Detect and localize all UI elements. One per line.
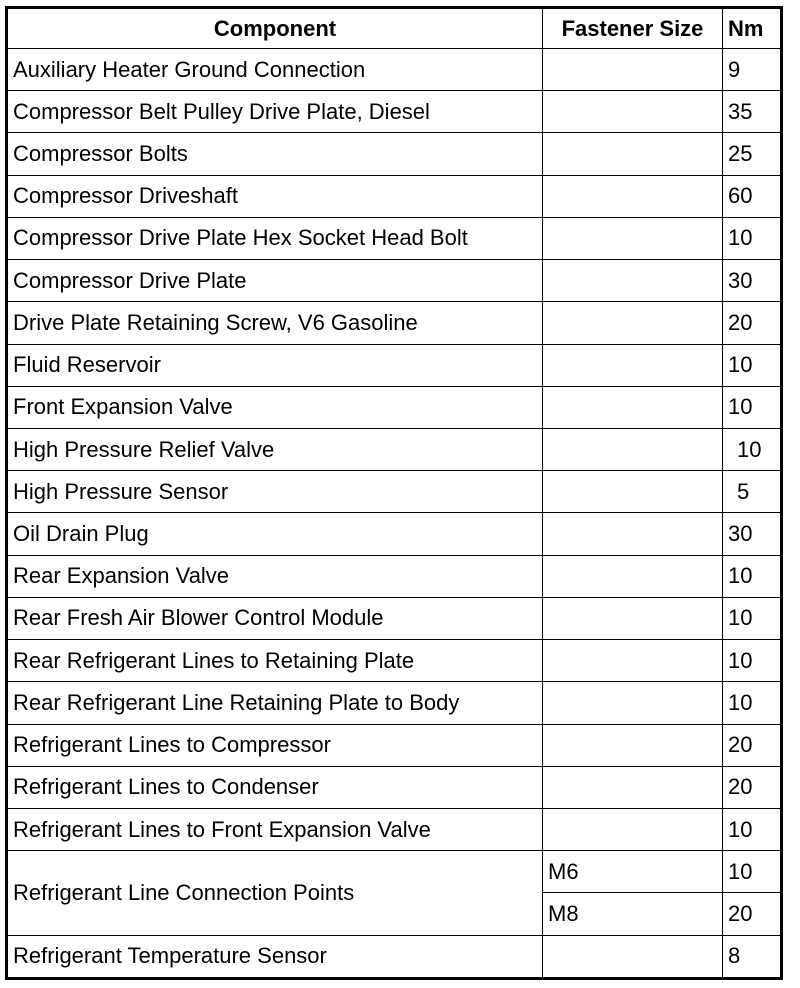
torque-specification-table [5,6,783,980]
table-row [7,175,782,217]
component-cell: Rear Refrigerant Line Retaining Plate to Body [7,682,543,724]
table-row [7,386,782,428]
nm-cell: 8 [723,935,782,978]
nm-cell: 10 [723,640,782,682]
table-row [7,808,782,850]
fastener-size-cell [543,344,723,386]
component-cell: High Pressure Relief Valve [7,428,543,470]
component-cell: Refrigerant Temperature Sensor [7,935,543,978]
fastener-size-cell: M8 [543,893,723,935]
table-row [7,682,782,724]
table-row [7,428,782,470]
nm-cell: 35 [723,91,782,133]
nm-cell: 10 [723,597,782,639]
fastener-size-cell [543,808,723,850]
table-row [7,640,782,682]
component-cell: Fluid Reservoir [7,344,543,386]
component-cell: Rear Refrigerant Lines to Retaining Plate [7,640,543,682]
component-cell: Refrigerant Lines to Front Expansion Valve [7,808,543,850]
component-cell: Compressor Bolts [7,133,543,175]
fastener-size-cell [543,49,723,91]
table-row [7,851,782,893]
nm-cell: 20 [723,766,782,808]
component-cell: Drive Plate Retaining Screw, V6 Gasoline [7,302,543,344]
table-row [7,935,782,978]
nm-cell: 10 [723,344,782,386]
nm-cell: 10 [723,555,782,597]
fastener-size-cell [543,682,723,724]
component-cell: Compressor Driveshaft [7,175,543,217]
fastener-size-cell [543,91,723,133]
header-fastener-size: Fastener Size [543,8,723,49]
fastener-size-cell [543,217,723,259]
fastener-size-cell [543,724,723,766]
nm-cell: 10 [723,808,782,850]
table-row [7,724,782,766]
fastener-size-cell [543,386,723,428]
nm-cell: 10 [723,851,782,893]
component-cell: Compressor Drive Plate Hex Socket Head Bolt [7,217,543,259]
component-cell: Refrigerant Lines to Compressor [7,724,543,766]
fastener-size-cell [543,175,723,217]
nm-cell: 20 [723,893,782,935]
component-cell: Refrigerant Line Connection Points [7,851,543,935]
table-row [7,555,782,597]
fastener-size-cell [543,766,723,808]
nm-cell: 10 [723,217,782,259]
nm-cell: 10 [723,428,782,470]
table-row [7,344,782,386]
component-cell: Rear Fresh Air Blower Control Module [7,597,543,639]
fastener-size-cell [543,935,723,978]
fastener-size-cell [543,471,723,513]
fastener-size-cell: M6 [543,851,723,893]
fastener-size-cell [543,428,723,470]
fastener-size-cell [543,260,723,302]
component-cell: Compressor Belt Pulley Drive Plate, Diesel [7,91,543,133]
table-row [7,133,782,175]
nm-cell: 30 [723,513,782,555]
nm-cell: 30 [723,260,782,302]
header-nm: Nm [723,8,782,49]
nm-cell: 20 [723,302,782,344]
component-cell: Oil Drain Plug [7,513,543,555]
component-cell: Front Expansion Valve [7,386,543,428]
fastener-size-cell [543,597,723,639]
table-row [7,302,782,344]
component-cell: Compressor Drive Plate [7,260,543,302]
component-cell: Refrigerant Lines to Condenser [7,766,543,808]
component-cell: Rear Expansion Valve [7,555,543,597]
nm-cell: 9 [723,49,782,91]
table-row [7,471,782,513]
nm-cell: 10 [723,386,782,428]
nm-cell: 10 [723,682,782,724]
nm-cell: 25 [723,133,782,175]
header-component: Component [7,8,543,49]
table-row [7,217,782,259]
table-header-row [7,8,782,49]
table-row [7,597,782,639]
table-row [7,260,782,302]
fastener-size-cell [543,640,723,682]
fastener-size-cell [543,555,723,597]
component-cell: Auxiliary Heater Ground Connection [7,49,543,91]
nm-cell: 60 [723,175,782,217]
component-cell: High Pressure Sensor [7,471,543,513]
table-row [7,91,782,133]
table-row [7,766,782,808]
fastener-size-cell [543,302,723,344]
nm-cell: 5 [723,471,782,513]
table-row [7,513,782,555]
fastener-size-cell [543,513,723,555]
fastener-size-cell [543,133,723,175]
table-row [7,49,782,91]
nm-cell: 20 [723,724,782,766]
